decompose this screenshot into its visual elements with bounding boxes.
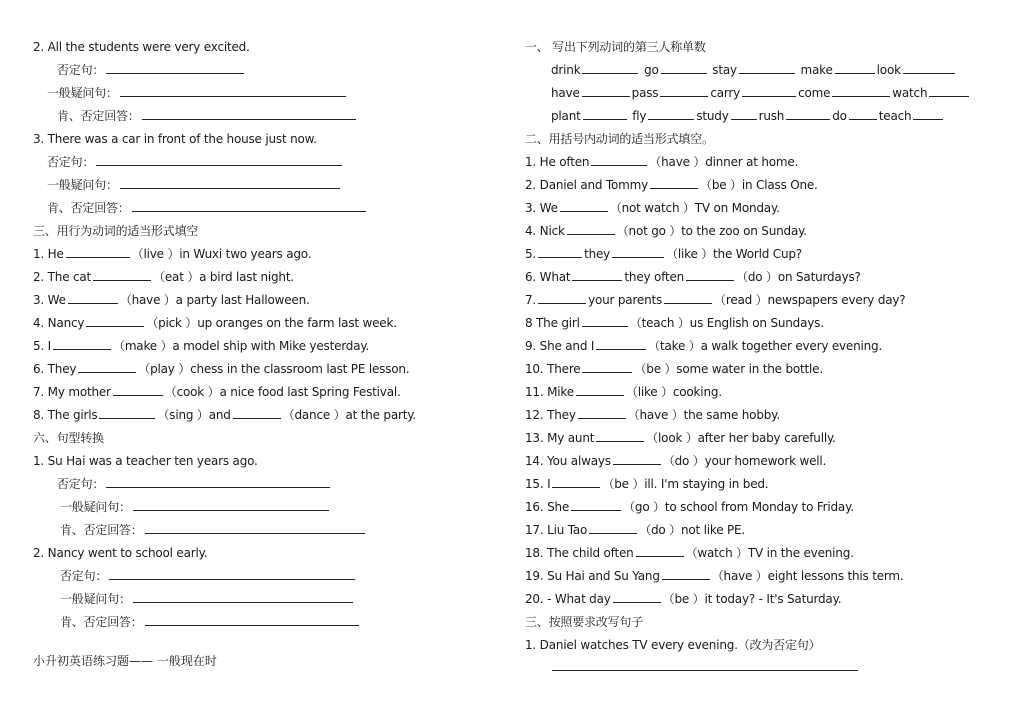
item-start: 16. She [525, 500, 570, 514]
verb-row [525, 105, 995, 128]
item-start: 6. They [33, 362, 77, 376]
verb-word: drink [551, 63, 581, 77]
fill-item [525, 519, 995, 542]
verb-blank[interactable] [835, 60, 875, 74]
fill-item [525, 542, 995, 565]
fill-blank[interactable] [567, 221, 615, 235]
item-start: 11. Mike [525, 385, 574, 399]
fill-item [33, 266, 473, 289]
item-start: 1. He [33, 247, 64, 261]
verb-word: watch [892, 86, 928, 100]
fill-blank[interactable] [578, 405, 626, 419]
item-middle: （sing ）and [157, 408, 231, 422]
fill-blank[interactable] [78, 359, 136, 373]
verb-blank[interactable] [739, 60, 795, 74]
answer-label: 肯、否定回答： [60, 615, 143, 629]
section-title: 六、句型转换 [33, 431, 104, 445]
answer-blank[interactable] [120, 83, 346, 97]
item-middle: they [584, 247, 611, 261]
verb-word: look [876, 63, 901, 77]
answer-line [33, 82, 473, 105]
answer-blank[interactable] [109, 566, 355, 580]
item-end: （be ）ill. I'm staying in bed. [602, 477, 769, 491]
answer-line [33, 496, 473, 519]
verb-blank[interactable] [786, 106, 830, 120]
fill-blank[interactable] [68, 290, 118, 304]
item-start: 1. He often [525, 155, 590, 169]
item-end: （have ）a party last Halloween. [119, 293, 310, 307]
fill-item [525, 381, 995, 404]
item-end: （go ）to school from Monday to Friday. [623, 500, 854, 514]
answer-label: 肯、否定回答： [47, 201, 130, 215]
answer-blank[interactable] [552, 670, 858, 671]
fill-blank[interactable] [596, 336, 646, 350]
verb-blank[interactable] [583, 106, 627, 120]
question-sentence: 2. All the students were very excited. [33, 40, 250, 54]
fill-blank[interactable] [650, 175, 698, 189]
item-start: 8 The girl [525, 316, 580, 330]
fill-item [525, 404, 995, 427]
negative-label: 否定句： [60, 569, 108, 583]
answer-line [33, 197, 473, 220]
verb-blank[interactable] [903, 60, 955, 74]
verb-blank[interactable] [660, 83, 708, 97]
answer-line [33, 174, 473, 197]
item-start: 5. I [33, 339, 52, 353]
item-start: 19. Su Hai and Su Yang [525, 569, 660, 583]
question-label: 一般疑问句： [47, 178, 118, 192]
item-end: （have ）dinner at home. [649, 155, 799, 169]
item-end: （watch ）TV in the evening. [685, 546, 854, 560]
question-sentence: 2. Nancy went to school early. [33, 546, 208, 560]
negative-label: 否定句： [57, 63, 105, 77]
fill-blank[interactable] [582, 359, 632, 373]
item-end: （be ）in Class One. [700, 178, 818, 192]
question-sentence: 1. Su Hai was a teacher ten years ago. [33, 454, 258, 468]
answer-line [33, 473, 473, 496]
fill-item [525, 220, 995, 243]
fill-item [525, 335, 995, 358]
item-start: 14. You always [525, 454, 611, 468]
item-middle: they often [624, 270, 685, 284]
fill-blank[interactable] [613, 589, 661, 603]
verb-word: have [551, 86, 580, 100]
rewrite-item: 1. Daniel watches TV every evening.（改为否定句） [525, 638, 821, 652]
answer-line [33, 151, 473, 174]
fill-blank[interactable] [86, 313, 144, 327]
answer-blank[interactable] [142, 106, 356, 120]
fill-blank[interactable] [53, 336, 111, 350]
item-end: （read ）newspapers every day? [714, 293, 906, 307]
answer-blank[interactable] [106, 474, 330, 488]
item-end: （play ）chess in the classroom last PE lesson. [138, 362, 410, 376]
answer-label: 肯、否定回答： [60, 523, 143, 537]
verb-row [525, 82, 995, 105]
fill-item [525, 588, 995, 611]
fill-blank[interactable] [591, 152, 647, 166]
item-end: （not watch ）TV on Monday. [609, 201, 780, 215]
fill-item [525, 450, 995, 473]
answer-blank[interactable] [96, 152, 342, 166]
item-start: 12. They [525, 408, 576, 422]
answer-line [33, 565, 473, 588]
fill-item [33, 289, 473, 312]
verb-blank[interactable] [849, 106, 877, 120]
fill-blank[interactable] [113, 382, 163, 396]
verb-word: stay [712, 63, 737, 77]
answer-line [33, 611, 473, 634]
item-start: 10. There [525, 362, 581, 376]
verb-blank[interactable] [742, 83, 796, 97]
item-end: （look ）after her baby carefully. [646, 431, 836, 445]
item-end: （not go ）to the zoo on Sunday. [616, 224, 807, 238]
fill-blank[interactable] [613, 451, 661, 465]
left-column [33, 36, 473, 634]
fill-item [33, 243, 473, 266]
verb-word: do [832, 109, 847, 123]
fill-item [33, 312, 473, 335]
item-end: （have ）eight lessons this term. [711, 569, 904, 583]
fill-blank[interactable] [582, 313, 628, 327]
answer-blank[interactable] [133, 497, 329, 511]
answer-blank[interactable] [120, 175, 340, 189]
answer-blank[interactable] [145, 612, 359, 626]
item-end: （like ）cooking. [625, 385, 722, 399]
item-start: 4. Nick [525, 224, 565, 238]
item-end: （do ）not like PE. [639, 523, 746, 537]
question-sentence: 3. There was a car in front of the house just now. [33, 132, 317, 146]
item-start: 20. - What day [525, 592, 611, 606]
item-start: 15. I [525, 477, 551, 491]
item-start: 6. What [525, 270, 571, 284]
item-start: 2. The cat [33, 270, 92, 284]
fill-blank[interactable] [99, 405, 155, 419]
fill-blank[interactable] [552, 474, 600, 488]
verb-blank[interactable] [661, 60, 707, 74]
verb-blank[interactable] [648, 106, 694, 120]
fill-blank[interactable] [576, 382, 624, 396]
negative-label: 否定句： [47, 155, 95, 169]
answer-label: 肯、否定回答： [57, 109, 140, 123]
verb-word: plant [551, 109, 581, 123]
verb-word: make [800, 63, 833, 77]
fill-item [525, 266, 995, 289]
item-middle: your parents [588, 293, 663, 307]
fill-blank[interactable] [233, 405, 281, 419]
question-label: 一般疑问句： [60, 592, 131, 606]
item-end: （be ）it today? - It's Saturday. [662, 592, 842, 606]
item-start: 3. We [525, 201, 558, 215]
section-title: 二、用括号内动词的适当形式填空。 [525, 132, 714, 146]
verb-word: carry [710, 86, 741, 100]
fill-blank[interactable] [66, 244, 130, 258]
item-end: （make ）a model ship with Mike yesterday. [113, 339, 370, 353]
fill-item [525, 151, 995, 174]
item-start: 7. My mother [33, 385, 111, 399]
verb-blank[interactable] [832, 83, 890, 97]
answer-line [33, 105, 473, 128]
answer-line [33, 59, 473, 82]
item-end: （take ）a walk together every evening. [648, 339, 883, 353]
item-start: 13. My aunt [525, 431, 595, 445]
fill-blank[interactable] [560, 198, 608, 212]
fill-item [525, 243, 995, 266]
verb-word: go [644, 63, 659, 77]
section-title: 三、按照要求改写句子 [525, 615, 644, 629]
verb-blank[interactable] [929, 83, 969, 97]
fill-item [33, 358, 473, 381]
item-start: 4. Nancy [33, 316, 85, 330]
section-title: 三、用行为动词的适当形式填空 [33, 224, 199, 238]
negative-label: 否定句： [57, 477, 105, 491]
question-label: 一般疑问句： [60, 500, 131, 514]
verb-word: study [696, 109, 729, 123]
fill-blank[interactable] [572, 267, 622, 281]
verb-row [525, 59, 995, 82]
answer-line [33, 519, 473, 542]
verb-word: pass [631, 86, 659, 100]
item-end: （be ）some water in the bottle. [634, 362, 823, 376]
fill-item [525, 197, 995, 220]
item-end: （like ）the World Cup? [666, 247, 802, 261]
verb-blank[interactable] [582, 83, 630, 97]
answer-blank[interactable] [132, 198, 366, 212]
item-start: 2. Daniel and Tommy [525, 178, 649, 192]
answer-blank[interactable] [106, 60, 244, 74]
verb-word: rush [758, 109, 785, 123]
fill-item [525, 427, 995, 450]
fill-blank[interactable] [686, 267, 734, 281]
verb-blank[interactable] [731, 106, 757, 120]
page-footer: 小升初英语练习题—— 一般现在时 [33, 654, 217, 668]
item-end: （have ）the same hobby. [627, 408, 780, 422]
item-start: 18. The child often [525, 546, 634, 560]
item-end: （dance ）at the party. [282, 408, 417, 422]
fill-blank[interactable] [596, 428, 644, 442]
item-start: 3. We [33, 293, 66, 307]
item-end: （pick ）up oranges on the farm last week. [146, 316, 397, 330]
fill-item [33, 381, 473, 404]
item-start: 9. She and I [525, 339, 595, 353]
fill-blank[interactable] [538, 290, 586, 304]
fill-item [525, 312, 995, 335]
fill-item [525, 565, 995, 588]
fill-item [525, 174, 995, 197]
fill-blank[interactable] [589, 520, 637, 534]
item-start: 8. The girls [33, 408, 98, 422]
item-start: 7. [525, 293, 537, 307]
answer-blank[interactable] [133, 589, 353, 603]
question-label: 一般疑问句： [47, 86, 118, 100]
right-column [525, 36, 995, 657]
item-end: （live ）in Wuxi two years ago. [131, 247, 312, 261]
section-title: 一、 写出下列动词的第三人称单数 [525, 40, 706, 54]
item-end: （cook ）a nice food last Spring Festival. [164, 385, 401, 399]
verb-blank[interactable] [913, 106, 943, 120]
verb-blank[interactable] [582, 60, 638, 74]
fill-blank[interactable] [612, 244, 664, 258]
answer-line [33, 588, 473, 611]
answer-blank[interactable] [145, 520, 365, 534]
fill-item [525, 358, 995, 381]
item-end: （eat ）a bird last night. [153, 270, 294, 284]
fill-blank[interactable] [93, 267, 151, 281]
fill-blank[interactable] [538, 244, 582, 258]
fill-item [525, 289, 995, 312]
verb-word: fly [632, 109, 647, 123]
verb-word: teach [878, 109, 912, 123]
verb-word: come [798, 86, 831, 100]
fill-blank[interactable] [571, 497, 621, 511]
item-start: 17. Liu Tao [525, 523, 588, 537]
fill-item [525, 496, 995, 519]
fill-blank[interactable] [636, 543, 684, 557]
item-end: （do ）on Saturdays? [736, 270, 861, 284]
fill-item [525, 473, 995, 496]
item-end: （teach ）us English on Sundays. [629, 316, 824, 330]
fill-item [33, 404, 473, 427]
fill-item [33, 335, 473, 358]
fill-blank[interactable] [664, 290, 712, 304]
item-start: 5. [525, 247, 537, 261]
fill-blank[interactable] [662, 566, 710, 580]
item-end: （do ）your homework well. [662, 454, 827, 468]
